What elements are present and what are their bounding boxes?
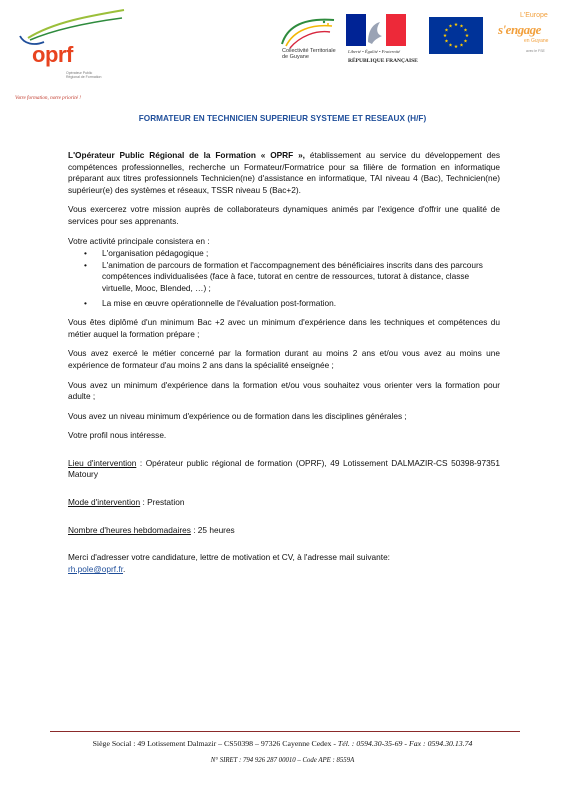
eu-flag-icon (429, 17, 483, 54)
intro-paragraph (68, 150, 500, 196)
requirement-experience: Vous avez exercé le métier concerné par la formation durant au moins 2 ans et/ou vous avez au moins une expérience de formateur d'au moins 2 ans dans la spécialité enseignée ; (68, 348, 500, 370)
europe-bottom-text: avec le FSE (526, 49, 545, 53)
footer-address-text: Siège Social : 49 Lotissement Dalmazir – CS50398 – 97326 Cayenne Cedex - (92, 739, 338, 748)
requirement-training: Vous avez un minimum d'expérience dans la formation et/ou vous souhaitez vous orienter vers la formation pour adulte ; (68, 379, 500, 402)
hours-label: Nombre d'heures hebdomadaires (68, 524, 191, 535)
requirement-general: Vous avez un niveau minimum d'expérience ou de formation dans les disciplines générales ; (68, 410, 407, 421)
europe-mid-text: en Guyane (524, 38, 549, 44)
footer-siret: N° SIRET : 794 926 287 00010 – Code APE : 8559A (210, 757, 355, 764)
mode-label: Mode d'intervention (68, 497, 141, 508)
europe-top-text: L'Europe (520, 12, 548, 19)
rf-motto: Liberté • Égalité • Fraternité (348, 49, 401, 54)
oprf-logo-subtitle: Opérateur Public Régional de Formation (66, 71, 102, 79)
oprf-logo-text: oprf (32, 42, 73, 67)
profile-sentence: Votre profil nous intéresse. (68, 430, 167, 441)
europe-sengage-logo (498, 12, 556, 72)
job-description (68, 150, 500, 583)
apply-text: Merci d'adresser votre candidature, lettre de motivation et CV, à l'adresse mail suivante: (68, 552, 390, 563)
hours-paragraph (68, 525, 500, 537)
ctg-emblem-icon (278, 14, 338, 50)
footer-divider (50, 731, 520, 732)
apply-paragraph (68, 552, 500, 575)
email-link[interactable]: rh.pole@oprf.fr (68, 563, 124, 574)
page-header (0, 0, 565, 110)
activity-list (68, 248, 500, 309)
republique-francaise-logo (346, 14, 418, 76)
marianne-flag-icon (346, 14, 406, 46)
hours-value: : 25 heures (190, 524, 235, 535)
footer-phone: Tél. : 0594.30-35-69 - Fax : 0594.30.13.74 (337, 739, 473, 748)
mode-value: : Prestation (140, 497, 185, 508)
list-item: • La mise en œuvre opérationnelle de l'évaluation post-formation. (68, 298, 500, 310)
activity-intro: Votre activité principale consistera en : (68, 235, 210, 246)
location-label: Lieu d'intervention (68, 457, 137, 468)
job-title: FORMATEUR EN TECHNICIEN SUPERIEUR SYSTEME ET RESEAUX (H/F) (138, 114, 427, 123)
oprf-slogan: Votre formation, notre priorité ! (15, 95, 82, 101)
list-item: • L'animation de parcours de formation et l'accompagnement des bénéficiaires inscrits dans des parcours compétences individualisées (face à face, tutorat en centre de ressources, tutorat à distance, classe virtuelle, Mooc, Blended, …) ; (68, 260, 500, 295)
mode-paragraph (68, 497, 500, 509)
requirement-diploma: Vous êtes diplômé d'un minimum Bac +2 avec un minimum d'expérience dans les techniques et compétences du métier auquel la formation prépare ; (68, 317, 500, 339)
mission-paragraph: Vous exercerez votre mission auprès de collaborateurs dynamiques animés par l'exigence d'offrir une qualité de services pour ses apprenants. (68, 204, 500, 226)
intro-rest: établissement au service du développement des compétences professionnelles, recherche un Formateur/Formatrice pour sa filière de formation en informatique préparant aux titres professionnels Technicien(ne) d'assistance en informatique, TAI niveau 4 (Bac), Technicien(ne) supérieur(e) des systèmes et réseaux, TSSR niveau 5 (Bac+2). (68, 150, 501, 195)
rf-name: RÉPUBLIQUE FRANÇAISE (348, 58, 418, 64)
footer-address (0, 739, 565, 748)
europe-main-text: s'engage (498, 22, 541, 37)
email-suffix: . (123, 563, 126, 574)
location-value: : Opérateur public régional de formation (OPRF), 49 Lotissement DALMAZIR-CS 50398-97351 Matoury (68, 457, 500, 480)
ctg-logo (278, 14, 338, 76)
ctg-logo-text: Collectivité Territoriale de Guyane (282, 48, 336, 60)
list-item: • L'organisation pédagogique ; (68, 248, 500, 260)
location-paragraph (68, 458, 500, 481)
intro-bold: L'Opérateur Public Régional de la Formation « OPRF », (68, 150, 305, 160)
